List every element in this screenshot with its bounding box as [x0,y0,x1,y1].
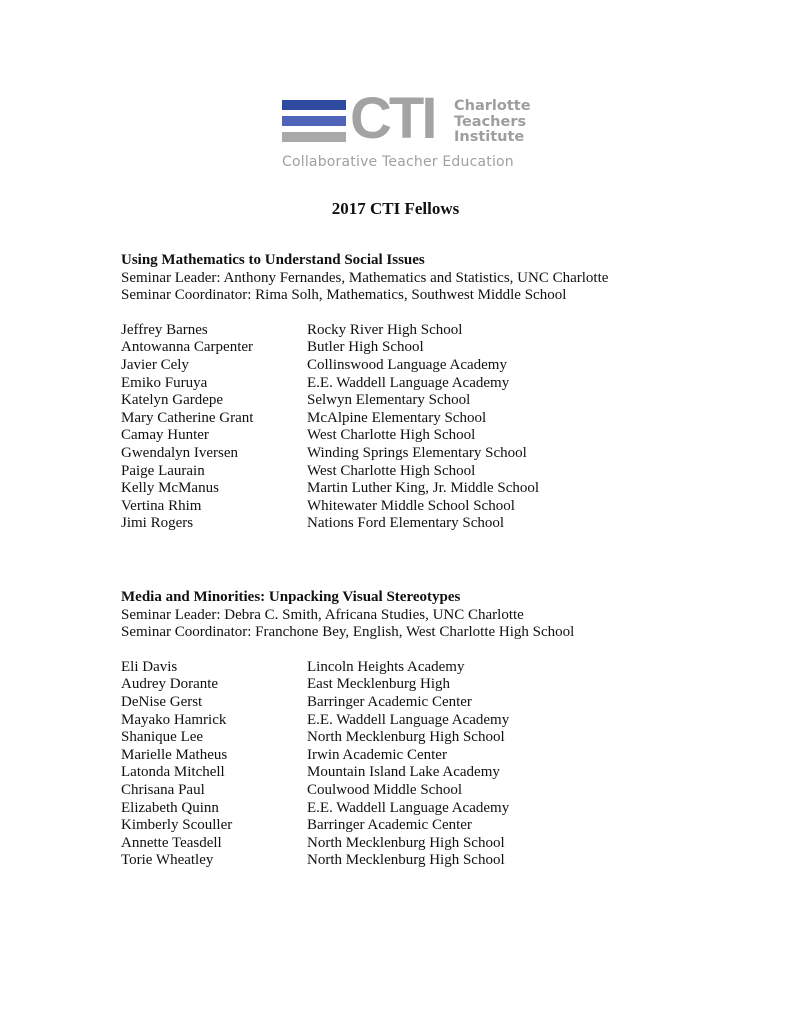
fellow-school: North Mecklenburg High School [307,729,505,746]
seminar-leader: Seminar Leader: Debra C. Smith, Africana Studies, UNC Charlotte [121,606,524,623]
fellow-name: Eli Davis [121,658,178,675]
seminar-leader: Seminar Leader: Anthony Fernandes, Mathematics and Statistics, UNC Charlotte [121,269,609,286]
fellow-row [121,712,721,730]
fellow-school: McAlpine Elementary School [307,409,487,426]
fellow-row [121,357,721,375]
fellow-name: Mary Catherine Grant [121,409,254,426]
fellow-school: Collinswood Language Academy [307,356,507,373]
fellow-school: Barringer Academic Center [307,817,472,834]
fellow-school: West Charlotte High School [307,462,476,479]
fellow-name: Emiko Furuya [121,374,208,391]
fellow-school: Martin Luther King, Jr. Middle School [307,480,540,497]
fellow-row [121,445,721,463]
fellow-row [121,463,721,481]
fellow-name: Jimi Rogers [121,515,194,532]
seminar-heading: Using Mathematics to Understand Social Issues [121,252,425,268]
fellow-school: Winding Springs Elementary School [307,444,527,461]
fellow-school: Rocky River High School [307,321,463,338]
fellow-row [121,427,721,445]
fellow-school: Barringer Academic Center [307,693,472,710]
fellow-row [121,747,721,765]
logo-org-line: Charlotte [454,98,531,114]
fellow-name: Torie Wheatley [121,852,214,869]
fellow-school: Selwyn Elementary School [307,392,471,409]
fellow-name: Gwendalyn Iversen [121,444,239,461]
fellow-name: Chrisana Paul [121,781,205,798]
fellow-row [121,852,721,870]
fellow-school: East Mecklenburg High [307,676,451,693]
cti-logo [282,86,534,174]
fellow-name: Mayako Hamrick [121,711,227,728]
fellow-school: Coulwood Middle School [307,781,463,798]
fellow-row [121,835,721,853]
fellow-name: Latonda Mitchell [121,764,225,781]
fellow-row [121,800,721,818]
logo-org-line: Teachers [454,113,527,130]
fellow-school: North Mecklenburg High School [307,852,505,869]
fellow-row [121,498,721,516]
fellows-list [121,322,721,533]
fellow-row [121,515,721,533]
fellow-school: E.E. Waddell Language Academy [307,374,510,391]
fellows-list [121,659,721,870]
fellow-row [121,729,721,747]
page-title: 2017 CTI Fellows [331,199,460,218]
fellow-name: Shanique Lee [121,729,204,746]
fellow-row [121,392,721,410]
logo-bar-blue [282,116,346,126]
fellow-name: Audrey Dorante [121,676,219,693]
fellow-school: North Mecklenburg High School [307,834,505,851]
logo-bar-gray [282,132,346,142]
fellow-school: West Charlotte High School [307,427,476,444]
fellow-name: Kimberly Scouller [121,817,233,834]
fellow-name: Antowanna Carpenter [121,339,254,356]
fellow-school: Mountain Island Lake Academy [307,764,500,781]
seminar-coordinator: Seminar Coordinator: Franchone Bey, English, West Charlotte High School [121,624,575,641]
fellow-name: Javier Cely [121,356,189,373]
fellow-name: Kelly McManus [121,480,219,497]
fellow-name: Marielle Matheus [121,746,228,763]
fellow-name: Jeffrey Barnes [121,321,208,338]
fellow-name: Elizabeth Quinn [121,799,219,816]
fellow-row [121,659,721,677]
fellow-row [121,676,721,694]
fellow-school: E.E. Waddell Language Academy [307,799,510,816]
fellow-school: E.E. Waddell Language Academy [307,711,510,728]
fellow-name: Vertina Rhim [121,497,202,514]
seminar-section [121,252,721,533]
fellow-name: Camay Hunter [121,427,209,444]
fellow-row [121,764,721,782]
fellow-school: Lincoln Heights Academy [307,658,465,675]
logo-org-line: Institute [454,129,525,145]
fellow-row [121,694,721,712]
fellow-name: Katelyn Gardepe [121,392,224,409]
seminar-coordinator: Seminar Coordinator: Rima Solh, Mathematics, Southwest Middle School [121,287,567,304]
fellow-school: Irwin Academic Center [307,746,447,763]
fellow-row [121,480,721,498]
fellow-row [121,339,721,357]
fellow-school: Butler High School [307,339,424,356]
fellow-name: Paige Laurain [121,462,205,479]
fellow-school: Whitewater Middle School School [307,497,515,514]
logo-tagline: Collaborative Teacher Education [282,154,514,170]
fellow-name: DeNise Gerst [121,693,203,710]
logo-mark: CTI [350,86,435,151]
fellow-row [121,817,721,835]
fellow-row [121,782,721,800]
seminar-section [121,589,721,870]
fellow-row [121,410,721,428]
fellow-row [121,375,721,393]
logo-org-name [454,99,531,146]
fellow-school: Nations Ford Elementary School [307,515,505,532]
logo-bar-dark-blue [282,100,346,110]
fellow-row [121,322,721,340]
seminar-heading: Media and Minorities: Unpacking Visual Stereotypes [121,589,461,605]
fellow-name: Annette Teasdell [121,834,222,851]
